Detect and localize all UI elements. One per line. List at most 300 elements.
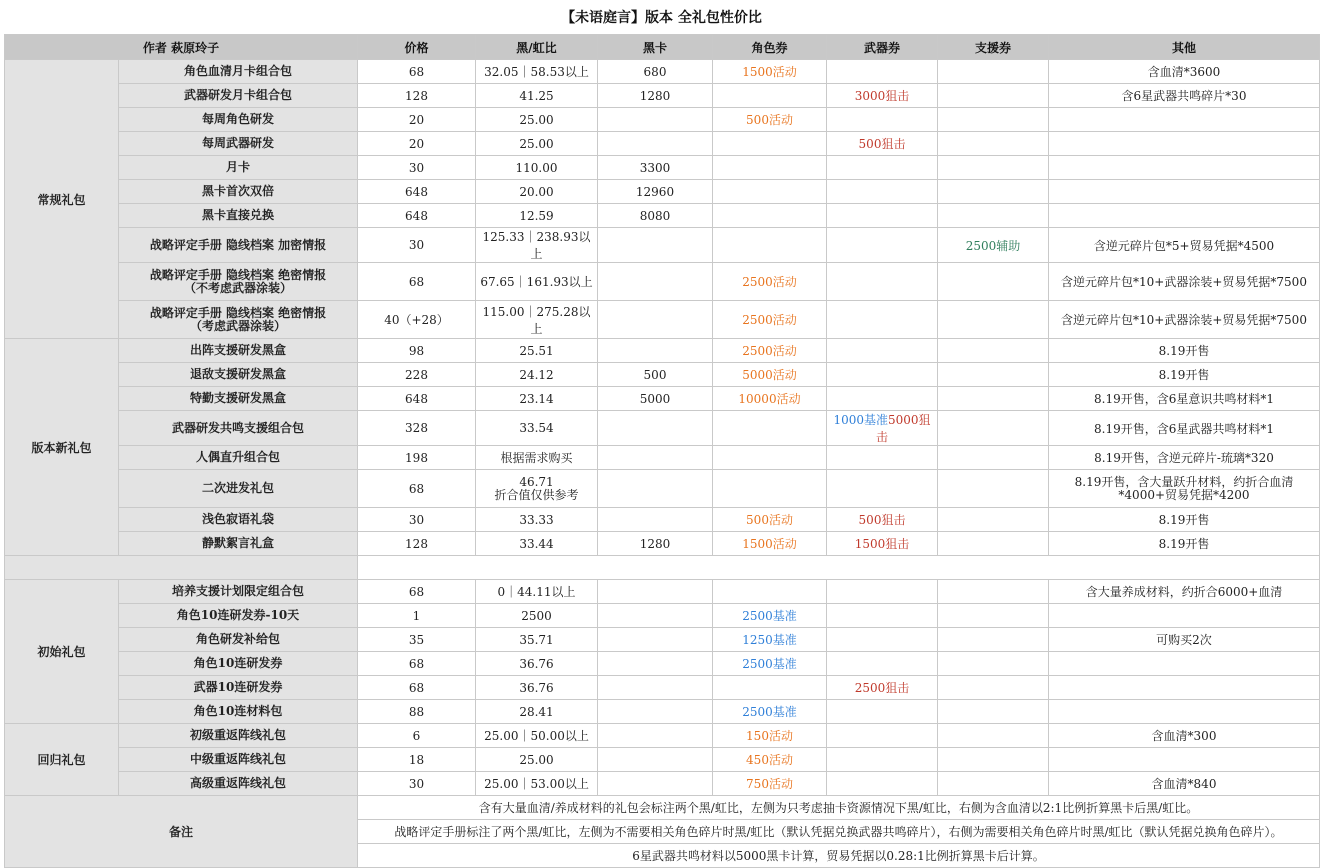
pack-name-cell — [119, 748, 358, 772]
ratio-value: 12.59 — [519, 208, 554, 223]
pack-name: 武器研发月卡组合包 — [183, 88, 292, 102]
pack-name: 武器10连研发券 — [193, 680, 283, 694]
support-ticket-header: 支援券 — [938, 35, 1049, 60]
table-row — [5, 301, 1320, 339]
support-ticket-cell — [938, 60, 1049, 84]
pack-name: 战略评定手册 隐线档案 绝密情报 — [149, 305, 327, 320]
weapon-ticket-cell — [827, 60, 938, 84]
other-cell — [1049, 132, 1320, 156]
weapon-ticket-cell — [827, 724, 938, 748]
pack-name: 每周角色研发 — [201, 112, 274, 126]
table-row — [5, 339, 1320, 363]
table-row — [5, 676, 1320, 700]
ratio-cell — [476, 700, 598, 724]
table-row — [5, 628, 1320, 652]
role-ticket-value: 5000活动 — [742, 368, 797, 382]
role-ticket-value: 150活动 — [746, 729, 793, 743]
role-ticket-cell — [713, 580, 827, 604]
price-value: 68 — [408, 64, 425, 79]
price-cell — [358, 387, 476, 411]
pack-name-cell — [119, 446, 358, 470]
price-value: 68 — [408, 481, 425, 496]
other-cell — [1049, 363, 1320, 387]
ratio-cell — [476, 84, 598, 108]
table-row — [5, 263, 1320, 301]
other-value: 8.19开售 — [1158, 537, 1210, 551]
price-value: 6 — [412, 728, 421, 743]
price-value: 20 — [408, 136, 425, 151]
ratio-cell — [476, 132, 598, 156]
weapon-ticket-header: 武器券 — [827, 35, 938, 60]
ratio-note: 折合值仅供参考 — [494, 487, 579, 502]
support-ticket-cell — [938, 108, 1049, 132]
price-value: 98 — [408, 343, 425, 358]
price-value: 40（+28） — [384, 313, 449, 327]
price-cell — [358, 700, 476, 724]
header-row — [5, 35, 1320, 60]
weapon-ticket-cell — [827, 339, 938, 363]
other-cell — [1049, 263, 1320, 301]
table-row — [5, 156, 1320, 180]
support-ticket-cell — [938, 508, 1049, 532]
other-cell — [1049, 676, 1320, 700]
pack-name-cell — [119, 301, 358, 339]
ratio-value: 36.76 — [519, 680, 554, 695]
pack-name: 高级重返阵线礼包 — [189, 776, 286, 790]
role-ticket-cell — [713, 652, 827, 676]
ratio-value: 32.05｜58.53以上 — [484, 65, 589, 79]
price-cell — [358, 724, 476, 748]
other-cell — [1049, 387, 1320, 411]
price-value: 68 — [408, 274, 425, 289]
price-value: 35 — [408, 632, 425, 647]
note-row — [5, 796, 1320, 820]
other-value: 含逆元碎片包*10+武器涂装+贸易凭据*7500 — [1061, 275, 1307, 289]
support-ticket-cell — [938, 470, 1049, 508]
black-card-cell — [598, 604, 713, 628]
weapon-ticket-base: 1000基准 — [833, 413, 888, 427]
other-value: 8.19开售，含逆元碎片-琉璃*320 — [1094, 451, 1274, 465]
pack-name-cell — [119, 411, 358, 446]
price-value: 648 — [405, 208, 428, 223]
other-cell — [1049, 446, 1320, 470]
price-value: 328 — [405, 421, 428, 435]
black-card-cell — [598, 748, 713, 772]
price-cell — [358, 652, 476, 676]
weapon-ticket-cell — [827, 748, 938, 772]
role-ticket-cell — [713, 532, 827, 556]
support-ticket-cell — [938, 580, 1049, 604]
support-ticket-cell — [938, 363, 1049, 387]
other-value: 含6星武器共鸣碎片*30 — [1121, 89, 1247, 103]
pack-name: 二次进发礼包 — [201, 481, 274, 495]
separator-row — [5, 556, 1320, 580]
weapon-ticket-cell — [827, 446, 938, 470]
other-value: 含血清*840 — [1151, 777, 1217, 791]
pack-name-cell — [119, 508, 358, 532]
support-ticket-cell — [938, 339, 1049, 363]
table-row — [5, 204, 1320, 228]
weapon-ticket-cell — [827, 470, 938, 508]
role-ticket-cell — [713, 60, 827, 84]
other-value: 8.19开售 — [1158, 368, 1210, 382]
price-value: 228 — [405, 367, 428, 382]
weapon-ticket-cell — [827, 628, 938, 652]
role-ticket-cell — [713, 508, 827, 532]
role-ticket-value: 2500活动 — [742, 275, 797, 289]
pack-name: 黑卡首次双倍 — [201, 184, 274, 198]
role-ticket-cell — [713, 84, 827, 108]
separator-label-cell — [5, 556, 358, 580]
weapon-ticket-cell — [827, 363, 938, 387]
price-value: 30 — [408, 512, 425, 527]
ratio-cell — [476, 411, 598, 446]
pack-name: 月卡 — [225, 160, 250, 174]
ratio-cell — [476, 339, 598, 363]
price-cell — [358, 580, 476, 604]
black-card-value: 500 — [643, 367, 667, 382]
pack-name: 退敌支援研发黑盒 — [189, 367, 286, 381]
price-value: 128 — [405, 536, 428, 551]
pack-name-cell — [119, 204, 358, 228]
price-cell — [358, 204, 476, 228]
other-value: 可购买2次 — [1156, 633, 1212, 647]
ratio-value: 115.00｜275.28以上 — [482, 304, 591, 336]
role-ticket-cell — [713, 772, 827, 796]
support-ticket-cell — [938, 228, 1049, 263]
weapon-ticket-cell — [827, 411, 938, 446]
pack-name-cell — [119, 263, 358, 301]
role-ticket-value: 2500活动 — [742, 344, 797, 358]
support-ticket-cell — [938, 84, 1049, 108]
black-card-cell — [598, 700, 713, 724]
pack-name-cell — [119, 228, 358, 263]
price-value: 68 — [408, 584, 425, 599]
table-row — [5, 652, 1320, 676]
black-card-cell — [598, 301, 713, 339]
pack-name: 角色研发补给包 — [195, 632, 280, 646]
price-cell — [358, 60, 476, 84]
role-ticket-value: 450活动 — [746, 753, 793, 767]
black-card-cell — [598, 363, 713, 387]
table-row — [5, 228, 1320, 263]
note-text: 战略评定手册标注了两个黑/虹比，左侧为不需要相关角色碎片时黑/虹比（默认凭据兑换武器共鸣碎片），右侧为需要相关角色碎片时黑/虹比（默认凭据兑换角色碎片）。 — [358, 820, 1320, 844]
other-cell — [1049, 411, 1320, 446]
pack-name: 黑卡直接兑换 — [201, 208, 274, 222]
weapon-ticket-cell — [827, 84, 938, 108]
other-cell — [1049, 532, 1320, 556]
weapon-ticket-cell — [827, 772, 938, 796]
ratio-cell — [476, 204, 598, 228]
black-card-cell — [598, 446, 713, 470]
ratio-cell — [476, 604, 598, 628]
pack-name: 人偶直升组合包 — [195, 450, 280, 464]
pack-name-cell — [119, 156, 358, 180]
role-ticket-cell — [713, 132, 827, 156]
black-card-header: 黑卡 — [598, 35, 713, 60]
support-ticket-cell — [938, 263, 1049, 301]
weapon-ticket-cell — [827, 263, 938, 301]
other-cell — [1049, 508, 1320, 532]
role-ticket-cell — [713, 301, 827, 339]
other-cell — [1049, 60, 1320, 84]
pack-name-cell — [119, 676, 358, 700]
ratio-header: 黑/虹比 — [476, 35, 598, 60]
other-cell — [1049, 748, 1320, 772]
role-ticket-value: 750活动 — [746, 777, 793, 791]
price-cell — [358, 676, 476, 700]
role-ticket-cell — [713, 180, 827, 204]
ratio-value: 根据需求购买 — [500, 451, 573, 465]
black-card-value: 8080 — [639, 208, 671, 223]
black-card-value: 1280 — [639, 88, 671, 103]
table-row — [5, 772, 1320, 796]
price-cell — [358, 508, 476, 532]
other-cell — [1049, 580, 1320, 604]
support-ticket-cell — [938, 772, 1049, 796]
price-value: 20 — [408, 112, 425, 127]
table-row — [5, 60, 1320, 84]
pack-name-note: （不考虑武器涂装） — [183, 280, 292, 295]
other-value: 8.19开售，含大量跃升材料，约折合血清 — [1074, 474, 1294, 489]
other-cell — [1049, 724, 1320, 748]
ratio-cell — [476, 156, 598, 180]
role-ticket-cell — [713, 387, 827, 411]
pack-name-cell — [119, 604, 358, 628]
ratio-cell — [476, 676, 598, 700]
weapon-ticket-value: 500狙击 — [858, 137, 906, 151]
price-header: 价格 — [358, 35, 476, 60]
support-ticket-cell — [938, 411, 1049, 446]
table-row — [5, 508, 1320, 532]
table-row — [5, 700, 1320, 724]
black-card-value: 5000 — [639, 391, 671, 406]
ratio-value: 25.00 — [519, 112, 554, 127]
other-value: 8.19开售 — [1158, 344, 1210, 358]
note-text: 含有大量血清/养成材料的礼包会标注两个黑/虹比，左侧为只考虑抽卡资源情况下黑/虹比，右侧为含血清以2:1比例折算黑卡后黑/虹比。 — [358, 796, 1320, 820]
pack-name-cell — [119, 108, 358, 132]
price-cell — [358, 180, 476, 204]
other-cell — [1049, 652, 1320, 676]
black-card-cell — [598, 204, 713, 228]
ratio-cell — [476, 446, 598, 470]
other-value: 含逆元碎片包*10+武器涂装+贸易凭据*7500 — [1061, 313, 1307, 327]
price-cell — [358, 363, 476, 387]
pack-name-cell — [119, 772, 358, 796]
ratio-cell — [476, 387, 598, 411]
table-row — [5, 363, 1320, 387]
ratio-value: 25.00 — [519, 752, 554, 767]
ratio-cell — [476, 470, 598, 508]
weapon-ticket-cell — [827, 228, 938, 263]
pack-name-cell — [119, 628, 358, 652]
other-header: 其他 — [1049, 35, 1320, 60]
other-cell — [1049, 301, 1320, 339]
black-card-cell — [598, 411, 713, 446]
weapon-ticket-value: 3000狙击 — [854, 89, 910, 103]
support-ticket-cell — [938, 748, 1049, 772]
black-card-cell — [598, 132, 713, 156]
pack-name-cell — [119, 652, 358, 676]
table-row — [5, 724, 1320, 748]
weapon-ticket-cell — [827, 204, 938, 228]
table-row — [5, 748, 1320, 772]
role-ticket-value: 1500活动 — [742, 537, 797, 551]
category-label: 版本新礼包 — [5, 339, 119, 556]
pack-name-cell — [119, 724, 358, 748]
ratio-value: 28.41 — [519, 704, 554, 719]
role-ticket-value: 2500基准 — [742, 657, 797, 671]
role-ticket-cell — [713, 470, 827, 508]
role-ticket-cell — [713, 676, 827, 700]
black-card-cell — [598, 108, 713, 132]
black-card-value: 680 — [643, 64, 667, 79]
black-card-value: 3300 — [639, 160, 671, 175]
notes-label: 备注 — [5, 796, 358, 868]
weapon-ticket-value: 2500狙击 — [854, 681, 910, 695]
pack-name: 浅色寂语礼袋 — [201, 512, 274, 526]
ratio-value: 33.54 — [519, 421, 554, 435]
pack-name-cell — [119, 180, 358, 204]
price-cell — [358, 228, 476, 263]
role-ticket-value: 2500基准 — [742, 705, 797, 719]
role-ticket-cell — [713, 628, 827, 652]
black-card-cell — [598, 180, 713, 204]
role-ticket-cell — [713, 446, 827, 470]
weapon-ticket-cell — [827, 652, 938, 676]
role-ticket-header: 角色券 — [713, 35, 827, 60]
price-cell — [358, 263, 476, 301]
price-value: 648 — [405, 184, 428, 199]
ratio-cell — [476, 652, 598, 676]
ratio-cell — [476, 60, 598, 84]
black-card-cell — [598, 628, 713, 652]
pack-name-note: （考虑武器涂装） — [189, 318, 286, 333]
black-card-cell — [598, 387, 713, 411]
support-ticket-cell — [938, 532, 1049, 556]
role-ticket-value: 10000活动 — [738, 392, 801, 406]
price-value: 648 — [405, 391, 428, 406]
other-value: 含大量养成材料，约折合6000+血清 — [1085, 585, 1283, 599]
other-cell — [1049, 156, 1320, 180]
pack-name: 特勤支援研发黑盒 — [189, 391, 286, 405]
other-cell — [1049, 628, 1320, 652]
ratio-cell — [476, 508, 598, 532]
pack-name-cell — [119, 580, 358, 604]
weapon-ticket-cell — [827, 532, 938, 556]
support-ticket-cell — [938, 700, 1049, 724]
table-row — [5, 387, 1320, 411]
black-card-cell — [598, 676, 713, 700]
price-cell — [358, 108, 476, 132]
pack-name-cell — [119, 470, 358, 508]
ratio-value: 20.00 — [519, 184, 554, 199]
black-card-cell — [598, 156, 713, 180]
ratio-value: 67.65｜161.93以上 — [480, 275, 593, 289]
role-ticket-cell — [713, 263, 827, 301]
table-row — [5, 446, 1320, 470]
price-value: 30 — [408, 776, 425, 791]
support-ticket-cell — [938, 676, 1049, 700]
pack-name: 角色10连材料包 — [193, 704, 283, 718]
pack-name: 每周武器研发 — [201, 136, 274, 150]
pack-name: 出阵支援研发黑盒 — [189, 343, 286, 357]
support-ticket-cell — [938, 204, 1049, 228]
support-ticket-cell — [938, 301, 1049, 339]
black-card-cell — [598, 652, 713, 676]
support-ticket-cell — [938, 156, 1049, 180]
ratio-cell — [476, 263, 598, 301]
role-ticket-cell — [713, 156, 827, 180]
ratio-value: 0｜44.11以上 — [497, 585, 576, 599]
other-note: *4000+贸易凭据*4200 — [1118, 487, 1250, 502]
price-value: 30 — [408, 238, 425, 252]
black-card-cell — [598, 228, 713, 263]
ratio-value: 25.00｜53.00以上 — [484, 777, 589, 791]
black-card-cell — [598, 470, 713, 508]
role-ticket-value: 500活动 — [746, 513, 793, 527]
role-ticket-cell — [713, 339, 827, 363]
price-cell — [358, 446, 476, 470]
note-text: 6星武器共鸣材料以5000黑卡计算，贸易凭据以0.28:1比例折算黑卡后计算。 — [358, 844, 1320, 868]
pack-name-cell — [119, 387, 358, 411]
weapon-ticket-cell — [827, 580, 938, 604]
pack-name-cell — [119, 132, 358, 156]
other-value: 8.19开售，含6星武器共鸣材料*1 — [1094, 421, 1274, 436]
support-ticket-cell — [938, 724, 1049, 748]
category-label: 回归礼包 — [5, 724, 119, 796]
category-label: 常规礼包 — [5, 60, 119, 339]
table-row — [5, 84, 1320, 108]
support-ticket-cell — [938, 387, 1049, 411]
support-ticket-cell — [938, 446, 1049, 470]
other-cell — [1049, 339, 1320, 363]
price-cell — [358, 84, 476, 108]
ratio-value: 25.00 — [519, 136, 554, 151]
table-row — [5, 180, 1320, 204]
ratio-cell — [476, 772, 598, 796]
support-ticket-cell — [938, 132, 1049, 156]
price-cell — [358, 339, 476, 363]
role-ticket-cell — [713, 604, 827, 628]
ratio-value: 125.33｜238.93以上 — [482, 230, 591, 261]
ratio-cell — [476, 580, 598, 604]
price-cell — [358, 411, 476, 446]
category-label: 初始礼包 — [5, 580, 119, 724]
table-row — [5, 411, 1320, 446]
other-value: 8.19开售，含6星意识共鸣材料*1 — [1094, 392, 1274, 406]
role-ticket-value: 2500基准 — [742, 609, 797, 623]
price-cell — [358, 604, 476, 628]
support-ticket-cell — [938, 628, 1049, 652]
role-ticket-value: 1500活动 — [742, 65, 797, 79]
pack-name: 战略评定手册 隐线档案 绝密情报 — [149, 267, 327, 282]
ratio-value: 110.00 — [515, 160, 558, 175]
weapon-ticket-cell — [827, 508, 938, 532]
other-cell — [1049, 204, 1320, 228]
role-ticket-cell — [713, 204, 827, 228]
support-ticket-cell — [938, 180, 1049, 204]
black-card-cell — [598, 580, 713, 604]
ratio-cell — [476, 748, 598, 772]
weapon-ticket-cell — [827, 132, 938, 156]
price-value: 68 — [408, 680, 425, 695]
ratio-cell — [476, 363, 598, 387]
role-ticket-cell — [713, 411, 827, 446]
other-cell — [1049, 180, 1320, 204]
table-row — [5, 580, 1320, 604]
weapon-ticket-cell — [827, 108, 938, 132]
